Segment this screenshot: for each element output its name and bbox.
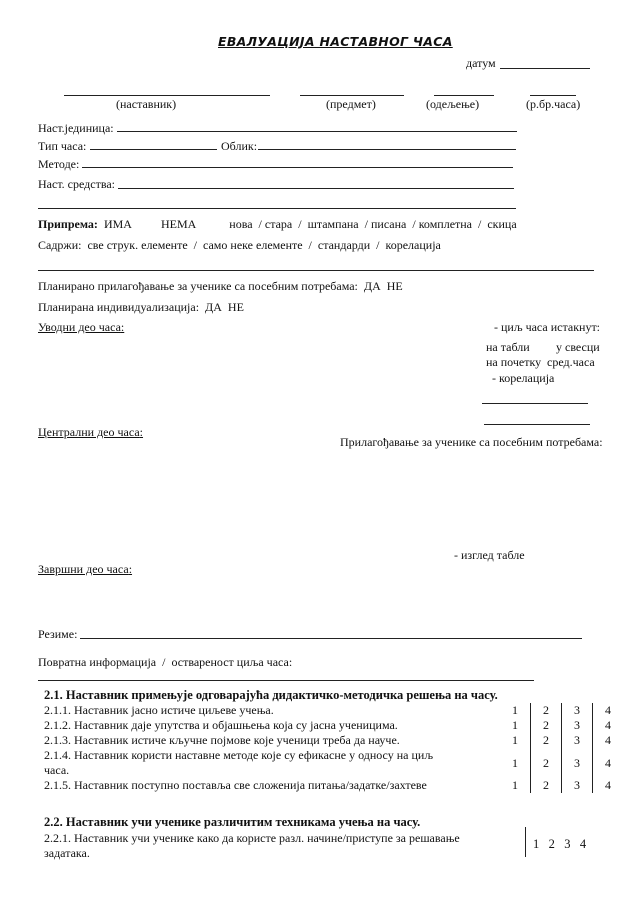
lesson-number-field[interactable]: [530, 95, 576, 96]
date-field[interactable]: [500, 68, 590, 69]
score-2[interactable]: 2: [531, 703, 562, 718]
lesson-number-label: (р.бр.часа): [526, 97, 581, 111]
central-adaptation-label: Прилагођавање за ученике са посебним потребама:: [340, 435, 603, 449]
score-1[interactable]: 1: [512, 703, 518, 717]
criterion-text-line-2: часа.: [44, 763, 70, 777]
feedback-line[interactable]: [38, 680, 534, 681]
criterion-text: 2.1.1. Наставник јасно истиче циљеве учења.: [44, 703, 274, 717]
score-4[interactable]: 4: [593, 733, 624, 748]
score-3[interactable]: 3: [562, 703, 593, 718]
section-2-scores[interactable]: 1 2 3 4: [533, 837, 587, 851]
correlation-label: - корелација: [492, 371, 555, 385]
intro-label: Уводни део часа:: [38, 320, 125, 334]
table-row: [44, 748, 623, 778]
contents-row: Садржи: све струк. елементе / само неке елементе / стандарди / корелација: [38, 238, 441, 252]
score-3[interactable]: 3: [562, 733, 593, 748]
extra-line[interactable]: [38, 208, 516, 209]
score-2[interactable]: 2: [531, 733, 562, 748]
correlation-field-2[interactable]: [484, 424, 590, 425]
goal-highlighted: - циљ часа истакнут:: [494, 320, 601, 334]
aids-field[interactable]: [118, 188, 514, 189]
teacher-field[interactable]: [64, 95, 270, 96]
on-board-option[interactable]: на табли: [486, 340, 530, 354]
form-label: Облик:: [221, 139, 258, 153]
final-label: Завршни део часа:: [38, 562, 133, 576]
aids-label: Наст. средства:: [38, 177, 115, 191]
central-label: Централни део часа:: [38, 425, 144, 439]
prep-yes[interactable]: ИМА: [103, 217, 132, 231]
criterion-text: 2.1.3. Наставник истиче кључне појмове које ученици треба да науче.: [44, 733, 400, 747]
table-row: [44, 718, 623, 733]
score-4[interactable]: 4: [593, 703, 624, 718]
score-2[interactable]: 2: [531, 778, 562, 793]
criterion-text: [44, 748, 500, 778]
table-row: [44, 778, 623, 793]
criterion-text: 2.1.5. Наставник поступно поставља све сложенија питања/задатке/захтеве: [44, 778, 427, 792]
table-row: [44, 733, 623, 748]
board-layout-label: - изглед табле: [454, 548, 525, 562]
criterion-2-2-1-line-2: задатака.: [44, 846, 90, 860]
page-title: ЕВАЛУАЦИЈА НАСТАВНОГ ЧАСА: [218, 34, 453, 49]
prep-options[interactable]: нова / стара / штампана / писана / комплетна / скица: [229, 217, 517, 231]
class-label: (одељење): [426, 97, 480, 111]
summary-field[interactable]: [80, 638, 582, 639]
unit-field[interactable]: [117, 131, 517, 132]
score-2[interactable]: 2: [531, 718, 562, 733]
criterion-text-line-1: 2.1.4. Наставник користи наставне методе које су ефикасне у односу на циљ: [44, 748, 434, 762]
criterion-2-2-1-line-1: 2.2.1. Наставник учи ученике како да користе разл. начине/приступе за решавање: [44, 831, 460, 845]
section-1-heading: 2.1. Наставник примењује одговарајућа дидактичко-методичка решења на часу.: [44, 688, 498, 702]
unit-label: Наст.јединица:: [38, 121, 114, 135]
subject-label: (предмет): [326, 97, 376, 111]
table-row: [44, 703, 623, 718]
prep-label: Припрема:: [38, 217, 98, 231]
score-1[interactable]: 1: [512, 718, 518, 732]
score-4[interactable]: 4: [593, 778, 624, 793]
adaptation-planned: Планирано прилагођавање за ученике са посебним потребама: ДА НЕ: [38, 279, 403, 293]
summary-label: Резиме:: [38, 627, 78, 641]
score-1[interactable]: 1: [512, 733, 518, 747]
score-1[interactable]: 1: [512, 778, 518, 792]
score-divider: [525, 827, 526, 857]
contents-line: [38, 270, 594, 271]
at-start-option[interactable]: на почетку: [486, 355, 542, 369]
lesson-type-field[interactable]: [90, 149, 217, 150]
prep-no[interactable]: НЕМА: [160, 217, 197, 231]
methods-label: Методе:: [38, 157, 80, 171]
rating-table-1: [44, 703, 623, 793]
prep-row: [38, 217, 517, 232]
section-2-heading: 2.2. Наставник учи ученике различитим техникама учења на часу.: [44, 815, 421, 829]
score-4[interactable]: 4: [593, 748, 624, 778]
criterion-text: 2.1.2. Наставник даје упутства и објашњења која су јасна ученицима.: [44, 718, 398, 732]
score-4[interactable]: 4: [593, 718, 624, 733]
score-3[interactable]: 3: [562, 778, 593, 793]
score-3[interactable]: 3: [562, 718, 593, 733]
class-field[interactable]: [434, 95, 494, 96]
in-notebook-option[interactable]: у свесци: [556, 340, 600, 354]
lesson-type-label: Тип часа:: [38, 139, 87, 153]
feedback-label: Повратна информација / оствареност циља часа:: [38, 655, 293, 669]
score-2[interactable]: 2: [531, 748, 562, 778]
subject-field[interactable]: [300, 95, 404, 96]
individualization-row: Планирана индивидуализација: ДА НЕ: [38, 300, 244, 314]
date-label: датум: [466, 56, 496, 70]
score-1[interactable]: 1: [512, 755, 518, 770]
form-field[interactable]: [258, 149, 516, 150]
teacher-label: (наставник): [116, 97, 177, 111]
correlation-field-1[interactable]: [482, 403, 588, 404]
mid-lesson-option[interactable]: сред.часа: [547, 355, 595, 369]
score-3[interactable]: 3: [562, 748, 593, 778]
methods-field[interactable]: [82, 167, 513, 168]
